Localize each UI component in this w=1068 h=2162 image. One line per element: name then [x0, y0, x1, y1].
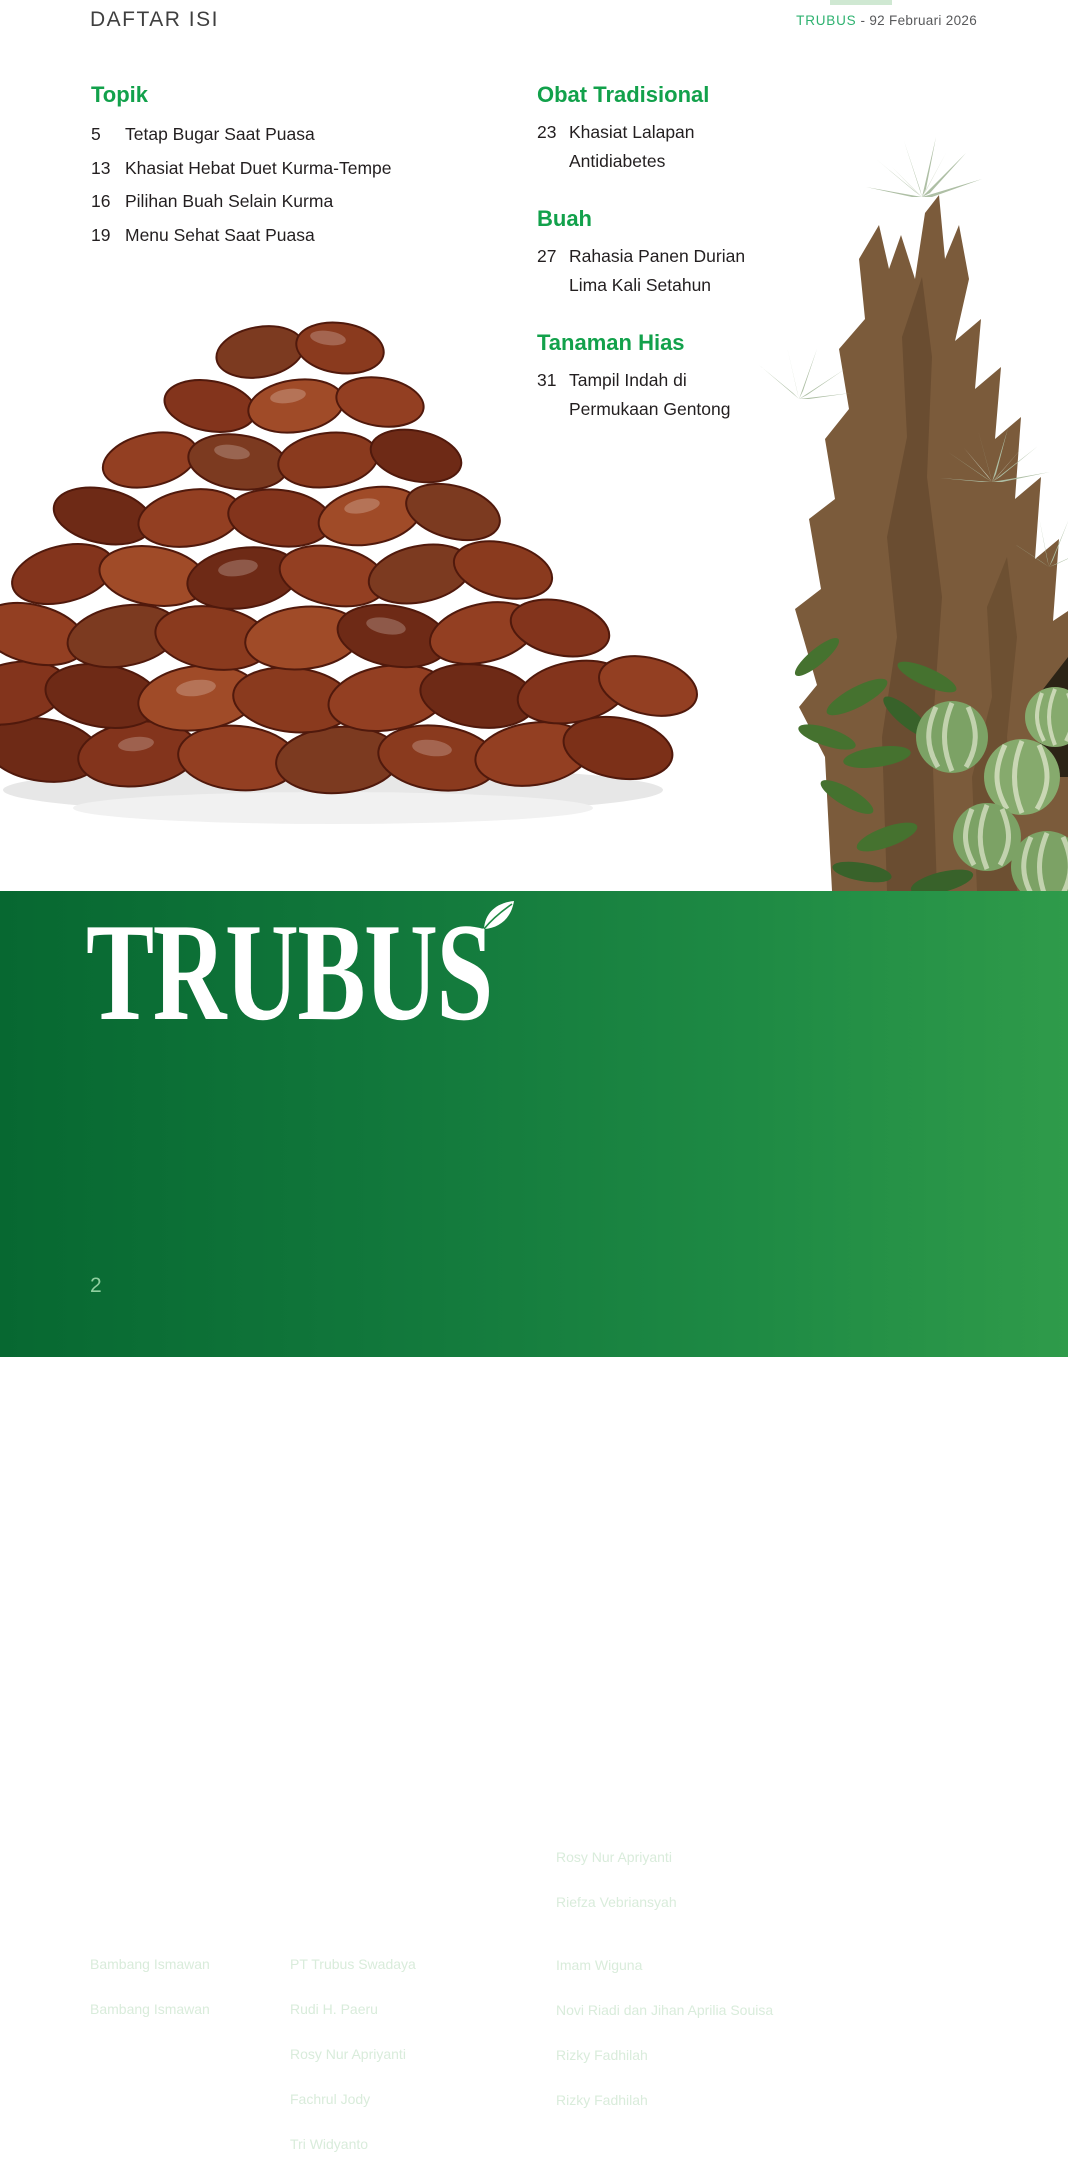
masthead-person: Rizky Fadhilah	[556, 2092, 648, 2108]
masthead-role: Iklan	[556, 2029, 588, 2045]
plant-photo	[737, 137, 1068, 891]
toc-page-number: 5	[91, 124, 101, 144]
masthead-entry	[290, 1982, 550, 2018]
masthead-role: Manajer Produksi	[290, 2028, 407, 2044]
edition-line	[796, 13, 977, 28]
toc-entry	[91, 152, 521, 186]
masthead-entry	[90, 1982, 280, 2018]
toc-title-line: Permukaan Gentong	[569, 398, 731, 419]
toc-page-number: 27	[537, 246, 557, 266]
section-heading-topik: Topik	[91, 82, 149, 107]
masthead-entry	[556, 1983, 896, 2019]
masthead-role: Artistik	[556, 1984, 605, 2000]
toc-entry	[91, 185, 521, 219]
toc-entry-title: Khasiat Hebat Duet Kurma-Tempe	[125, 157, 392, 178]
leaf-icon	[478, 899, 518, 935]
masthead-person: Imam Wiguna	[556, 1957, 643, 1973]
masthead-person: Novi Riadi dan Jihan Aprilia Souisa	[556, 2002, 774, 2018]
page-number: 2	[90, 1274, 102, 1297]
masthead-role: Kontributor	[556, 1939, 633, 1955]
toc-title-line: Lima Kali Setahun	[569, 274, 712, 295]
brand-name: TRUBUS	[796, 13, 857, 28]
page-title: DAFTAR ISI	[90, 8, 219, 31]
section-heading-obat-tradisional: Obat Tradisional	[537, 82, 710, 107]
masthead-role: Manajer Pemasaran & Distribusi	[290, 2118, 504, 2134]
masthead-person: Rudi H. Paeru	[290, 2001, 378, 2017]
masthead-entry	[556, 1830, 896, 1866]
masthead-role: Redaktur Pelaksana	[556, 1876, 690, 1892]
edition-info: - 92 Februari 2026	[860, 13, 977, 28]
masthead-entry	[290, 1937, 550, 1973]
masthead-entry	[556, 1938, 896, 1974]
masthead-entry	[290, 2027, 550, 2063]
toc-entry	[91, 118, 521, 152]
masthead-person: Rizky Fadhilah	[556, 2047, 648, 2063]
toc-entry-title: Pilihan Buah Selain Kurma	[125, 191, 334, 211]
section-heading-buah: Buah	[537, 206, 592, 231]
toc-page-number: 23	[537, 122, 557, 142]
masthead-column-2	[290, 1937, 550, 2162]
toc-title-line: Rahasia Panen Durian	[569, 246, 746, 266]
dates-photo	[0, 278, 728, 838]
masthead-person: PT Trubus Swadaya	[290, 1956, 416, 1972]
toc-page-number: 31	[537, 370, 557, 390]
masthead-column-3	[556, 1830, 896, 2118]
masthead-role: Direktur PT Trubus Swadaya	[290, 1983, 480, 1999]
masthead-person: Bambang Ismawan	[90, 1956, 210, 1972]
toc-page-number: 19	[91, 224, 111, 245]
masthead-role: Pendiri	[90, 1938, 138, 1954]
toc-entry-title: Menu Sehat Saat Puasa	[125, 224, 315, 245]
masthead-role: Pemimpin Redaksi	[556, 1831, 681, 1847]
masthead-role: Pelatihan, Tur, dan Konsultasi Agribisnis	[556, 2074, 827, 2090]
masthead-entry	[290, 2072, 550, 2108]
masthead-role: Pemimpin Umum	[90, 1983, 205, 1999]
masthead-person: Riefza Vebriansyah	[556, 1894, 677, 1910]
header-decoration	[830, 0, 892, 5]
masthead-spacer	[556, 1920, 896, 1938]
toc-page-number: 13	[91, 157, 111, 178]
toc-page-number: 16	[91, 191, 111, 211]
toc-title-line: Tampil Indah di	[569, 370, 687, 390]
toc-entry-title: Tetap Bugar Saat Puasa	[125, 124, 315, 144]
masthead-entry	[556, 2028, 896, 2064]
masthead-entry	[290, 2117, 550, 2153]
masthead-person: Tri Widyanto	[290, 2136, 369, 2152]
masthead-entry	[556, 1875, 896, 1911]
masthead-person: Bambang Ismawan	[90, 2001, 210, 2017]
section-heading-tanaman-hias: Tanaman Hias	[537, 330, 685, 355]
masthead-role: Manajer Digital	[290, 2073, 390, 2089]
masthead-person: Rosy Nur Apriyanti	[290, 2046, 406, 2062]
toc-entry	[91, 219, 521, 253]
masthead-column-1	[90, 1937, 280, 2027]
masthead-role: Penerbit	[290, 1938, 347, 1954]
masthead-entry	[556, 2073, 896, 2109]
toc-title-line: Khasiat Lalapan	[569, 122, 695, 142]
toc-entry-title	[569, 118, 695, 175]
toc-column-left	[91, 82, 521, 252]
masthead-entry	[90, 1937, 280, 1973]
masthead-person: Fachrul Jody	[290, 2091, 371, 2107]
toc-title-line: Antidiabetes	[569, 150, 666, 171]
trubus-logo: TRUBUS	[86, 895, 492, 1050]
masthead-person: Rosy Nur Apriyanti	[556, 1849, 672, 1865]
